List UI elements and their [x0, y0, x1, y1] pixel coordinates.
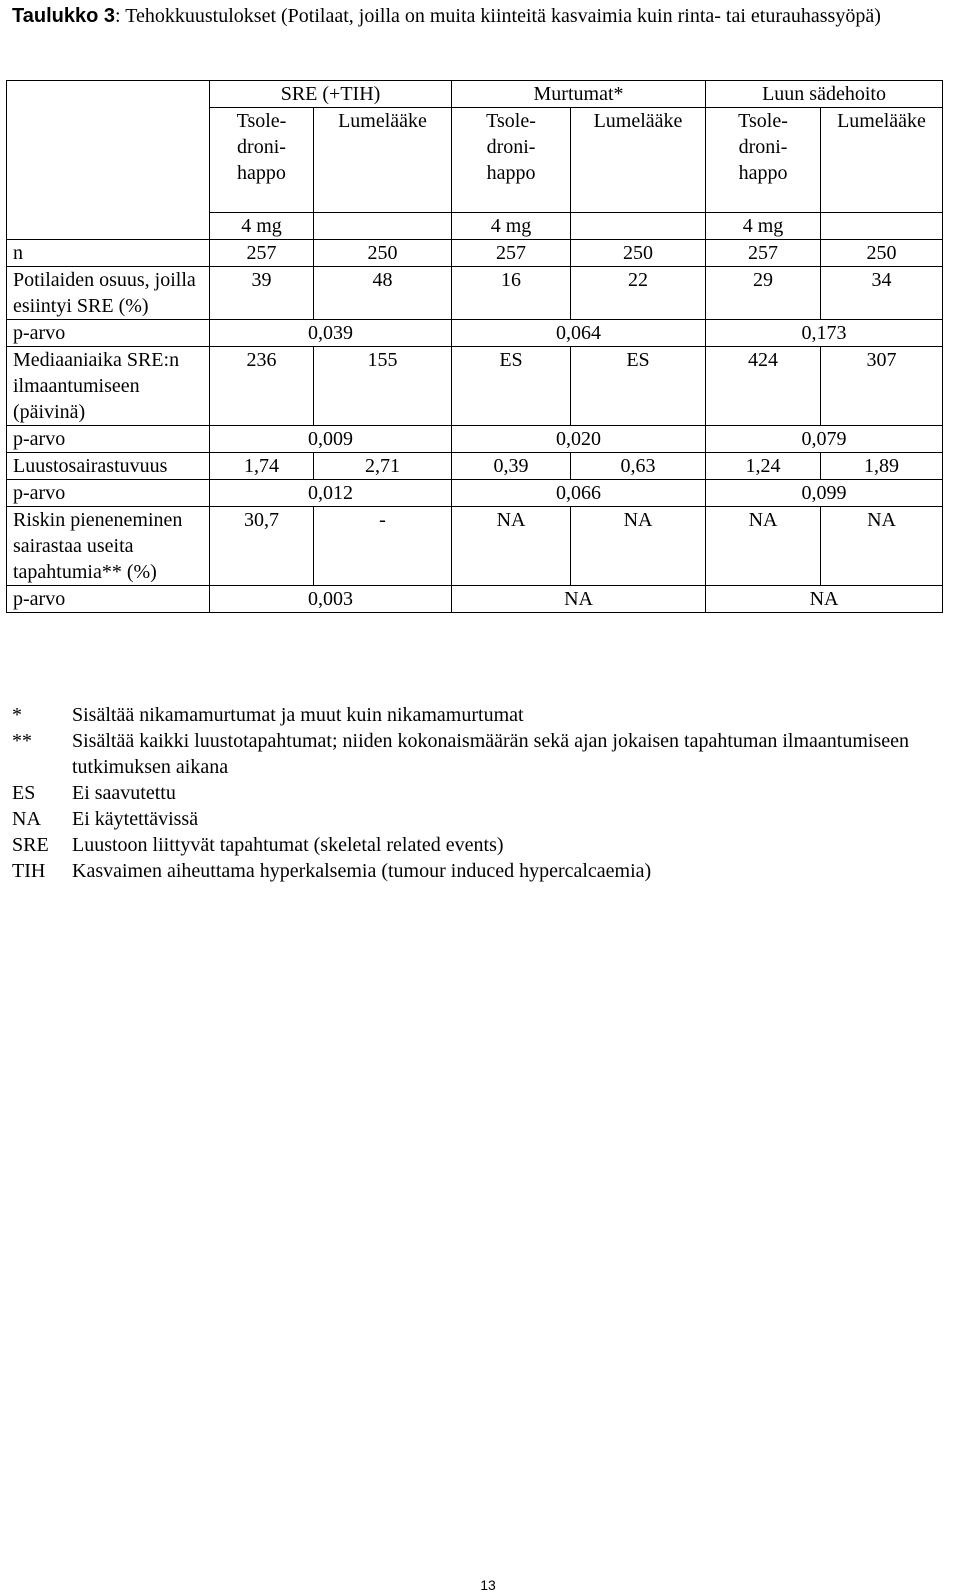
treatment-header-placebo: Lumelääke — [821, 108, 943, 213]
value-cell: 424 — [706, 347, 821, 426]
p-value-cell: 0,003 — [210, 586, 452, 613]
row-label: n — [7, 240, 210, 267]
value-cell: 39 — [210, 267, 314, 320]
row-label: Luustosairastuvuus — [7, 453, 210, 480]
p-value-cell: 0,066 — [452, 480, 706, 507]
value-cell: ES — [452, 347, 571, 426]
caption-label: Taulukko 3 — [12, 5, 115, 27]
value-cell: 29 — [706, 267, 821, 320]
value-cell: 257 — [706, 240, 821, 267]
footnote-key: ES — [12, 782, 36, 804]
table-row-n — [7, 240, 943, 267]
footnotes — [12, 702, 942, 884]
dose-cell: 4 mg — [706, 213, 821, 240]
footnote-key: ** — [12, 730, 32, 752]
efficacy-table — [6, 80, 943, 613]
dose-cell-empty — [314, 213, 452, 240]
row-label: Potilaiden osuus, joilla esiintyi SRE (%) — [7, 267, 210, 320]
footnote-item — [12, 780, 942, 806]
footnote-text: Sisältää kaikki luustotapahtumat; niiden kokonaismäärän sekä ajan jokaisen tapahtuman ilmaantumiseen tutkimuksen aikana — [72, 730, 909, 778]
row-label: p-arvo — [7, 320, 210, 347]
treatment-header-drug: Tsole- droni- happo — [706, 108, 821, 213]
footnote-text: Ei käytettävissä — [72, 808, 199, 830]
footnote-key: NA — [12, 808, 41, 830]
p-value-cell: 0,064 — [452, 320, 706, 347]
value-cell: 1,24 — [706, 453, 821, 480]
p-value-cell: NA — [706, 586, 943, 613]
p-value-cell: 0,079 — [706, 426, 943, 453]
value-cell: 0,39 — [452, 453, 571, 480]
value-cell: 34 — [821, 267, 943, 320]
dose-cell-empty — [571, 213, 706, 240]
footnote-text: Sisältää nikamamurtumat ja muut kuin nikamamurtumat — [72, 704, 524, 726]
p-value-cell: 0,020 — [452, 426, 706, 453]
treatment-header-placebo: Lumelääke — [571, 108, 706, 213]
footnote-item — [12, 858, 942, 884]
table-row-p-value — [7, 480, 943, 507]
p-value-cell: 0,039 — [210, 320, 452, 347]
value-cell: 307 — [821, 347, 943, 426]
table-row-p-value — [7, 586, 943, 613]
value-cell: NA — [821, 507, 943, 586]
group-header-fractures: Murtumat* — [452, 81, 706, 108]
page-number: 13 — [480, 1577, 496, 1593]
footnote-key: * — [12, 704, 22, 726]
value-cell: NA — [452, 507, 571, 586]
value-cell: 30,7 — [210, 507, 314, 586]
dose-cell: 4 mg — [452, 213, 571, 240]
footnote-text: Kasvaimen aiheuttama hyperkalsemia (tumour induced hypercalcaemia) — [72, 860, 652, 882]
header-empty-cell — [7, 81, 210, 240]
value-cell: 250 — [314, 240, 452, 267]
row-label: Mediaaniaika SRE:n ilmaantumiseen (päivinä) — [7, 347, 210, 426]
value-cell: 236 — [210, 347, 314, 426]
value-cell: 0,63 — [571, 453, 706, 480]
value-cell: 2,71 — [314, 453, 452, 480]
treatment-header-drug: Tsole- droni- happo — [210, 108, 314, 213]
value-cell: - — [314, 507, 452, 586]
table-row-bone-morbidity — [7, 453, 943, 480]
value-cell: 250 — [571, 240, 706, 267]
value-cell: 1,89 — [821, 453, 943, 480]
value-cell: 155 — [314, 347, 452, 426]
row-label: p-arvo — [7, 480, 210, 507]
footnote-item — [12, 832, 942, 858]
table-row-p-value — [7, 320, 943, 347]
row-label: p-arvo — [7, 586, 210, 613]
dose-cell: 4 mg — [210, 213, 314, 240]
value-cell: 48 — [314, 267, 452, 320]
p-value-cell: 0,009 — [210, 426, 452, 453]
value-cell: ES — [571, 347, 706, 426]
value-cell: 1,74 — [210, 453, 314, 480]
footnote-item — [12, 728, 942, 780]
footnote-text: Luustoon liittyvät tapahtumat (skeletal related events) — [72, 834, 504, 856]
p-value-cell: 0,173 — [706, 320, 943, 347]
table-row-sre-share — [7, 267, 943, 320]
footnote-item — [12, 806, 942, 832]
p-value-cell: 0,012 — [210, 480, 452, 507]
table-row-p-value — [7, 426, 943, 453]
footnote-item — [12, 702, 942, 728]
footnote-key: SRE — [12, 834, 49, 856]
p-value-cell: 0,099 — [706, 480, 943, 507]
value-cell: 16 — [452, 267, 571, 320]
value-cell: NA — [706, 507, 821, 586]
footnote-key: TIH — [12, 860, 46, 882]
header-group-row — [7, 81, 943, 108]
row-label: p-arvo — [7, 426, 210, 453]
footnote-text: Ei saavutettu — [72, 782, 176, 804]
value-cell: 257 — [210, 240, 314, 267]
group-header-radiotherapy: Luun sädehoito — [706, 81, 943, 108]
table-caption — [12, 2, 942, 30]
caption-text: : Tehokkuustulokset (Potilaat, joilla on muita kiinteitä kasvaimia kuin rinta- tai eturauhassyöpä) — [115, 5, 881, 27]
treatment-header-placebo: Lumelääke — [314, 108, 452, 213]
table-row-median-time — [7, 347, 943, 426]
dose-cell-empty — [821, 213, 943, 240]
value-cell: NA — [571, 507, 706, 586]
treatment-header-drug: Tsole- droni- happo — [452, 108, 571, 213]
table-row-risk-reduction — [7, 507, 943, 586]
row-label: Riskin pieneneminen sairastaa useita tapahtumia** (%) — [7, 507, 210, 586]
value-cell: 257 — [452, 240, 571, 267]
p-value-cell: NA — [452, 586, 706, 613]
value-cell: 250 — [821, 240, 943, 267]
group-header-sre: SRE (+TIH) — [210, 81, 452, 108]
value-cell: 22 — [571, 267, 706, 320]
